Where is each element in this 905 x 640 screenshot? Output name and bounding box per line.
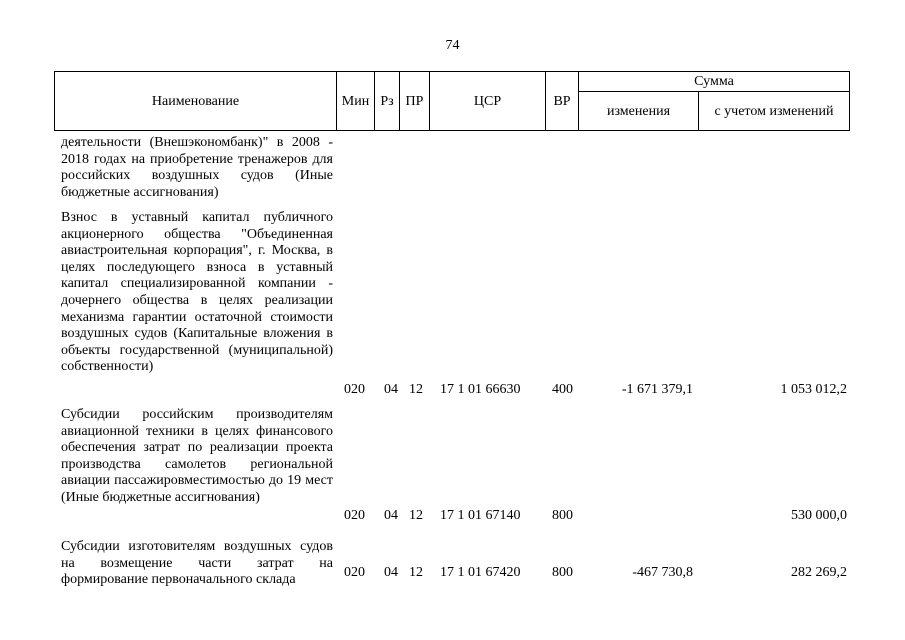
row-name: деятельности (Внешэкономбанк)" в 2008 - 2018 годах на приобретение тренажеров для российских воздушных судов (Иные бюджетные ассигнования) — [61, 135, 333, 200]
row-name: Взнос в уставный капитал публичного акционерного общества "Объединенная авиастроительная корпорация", г. Москва, в целях последующего взноса в уставный капитал специализированной компании - дочернего общества в целях реализации механизма гарантии остаточной стоимости воздушных судов (Капитальные вложения в объекты государственной (муниципальной) собственности) — [61, 210, 333, 375]
row-pr: 12 — [409, 508, 423, 523]
row-csr: 17 1 01 66630 — [440, 382, 521, 397]
row-min: 020 — [344, 382, 365, 397]
header-with-changes: с учетом изменений — [699, 92, 850, 131]
row-changes: -467 730,8 — [632, 565, 693, 580]
row-csr: 17 1 01 67420 — [440, 565, 521, 580]
header-csr: ЦСР — [430, 71, 546, 131]
row-name: Субсидии российским производителям авиационной техники в целях финансового обеспечения затрат по реализации проекта производства самолетов региональной авиации пассажировместимостью до 19 мест (Иные бюджетные ассигнования) — [61, 407, 333, 505]
row-pr: 12 — [409, 382, 423, 397]
row-total: 282 269,2 — [791, 565, 847, 580]
row-min: 020 — [344, 565, 365, 580]
row-rz: 04 — [384, 382, 398, 397]
row-vr: 400 — [552, 382, 573, 397]
row-min: 020 — [344, 508, 365, 523]
row-vr: 800 — [552, 508, 573, 523]
header-name: Наименование — [54, 71, 337, 131]
row-changes: -1 671 379,1 — [621, 382, 693, 397]
row-name: Субсидии изготовителям воздушных судов на возмещение части затрат на формирование первоначального склада — [61, 539, 333, 588]
table-header — [54, 71, 850, 131]
header-changes: изменения — [579, 92, 699, 131]
row-csr: 17 1 01 67140 — [440, 508, 521, 523]
header-min: Мин — [337, 71, 375, 131]
row-pr: 12 — [409, 565, 423, 580]
header-rz: Рз — [375, 71, 400, 131]
row-total: 1 053 012,2 — [780, 382, 847, 397]
header-pr: ПР — [400, 71, 430, 131]
row-total: 530 000,0 — [791, 508, 847, 523]
page-number: 74 — [445, 38, 460, 53]
header-sum: Сумма — [579, 71, 850, 92]
row-rz: 04 — [384, 565, 398, 580]
header-vr: ВР — [546, 71, 579, 131]
row-rz: 04 — [384, 508, 398, 523]
row-vr: 800 — [552, 565, 573, 580]
